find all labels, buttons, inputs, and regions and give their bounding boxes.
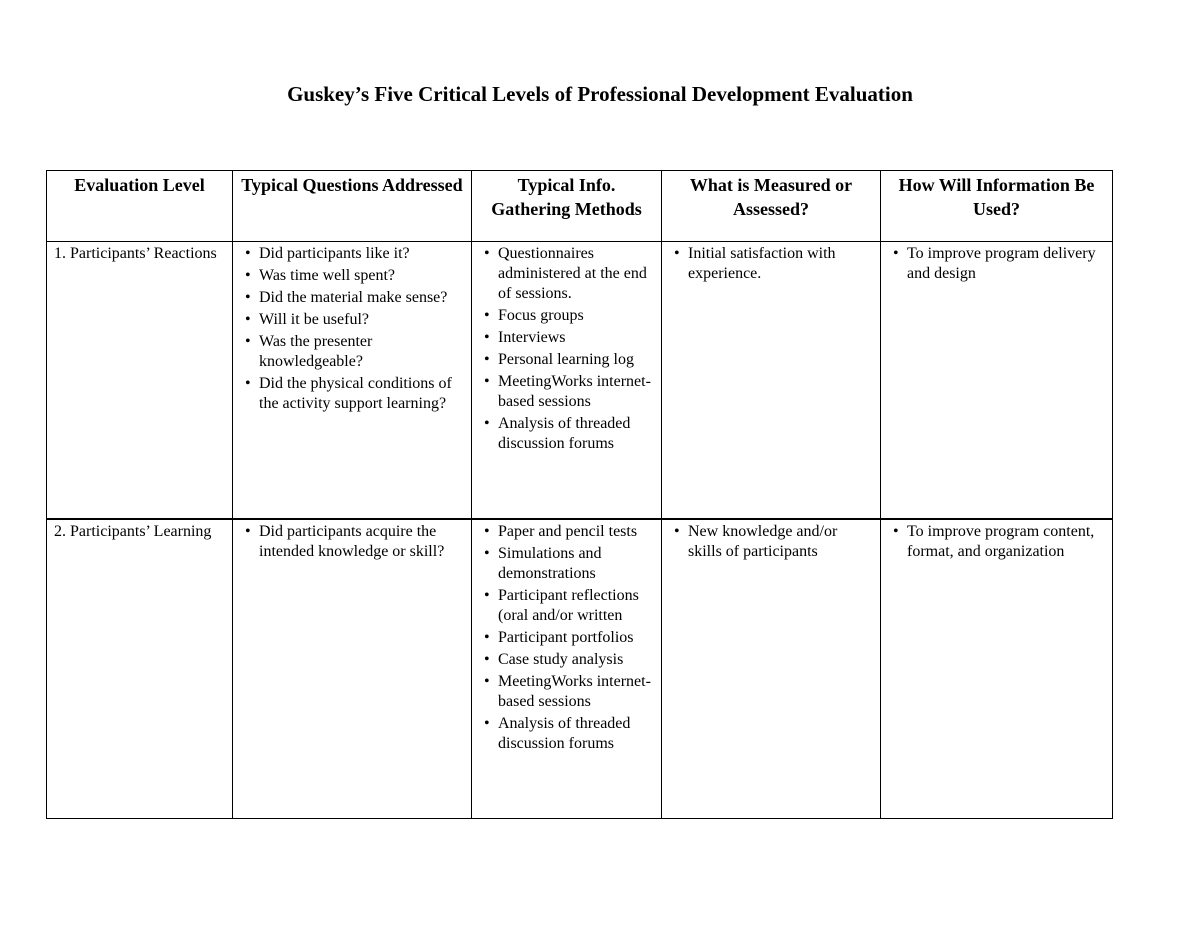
usage-list (888, 522, 1105, 562)
questions-cell (233, 242, 472, 520)
methods-list (479, 244, 654, 454)
list-item: • Paper and pencil tests (479, 522, 654, 542)
header-what-is-measured: What is Measured or Assessed? (662, 171, 881, 242)
list-item: • Personal learning log (479, 350, 654, 370)
measured-cell (662, 242, 881, 520)
questions-list (240, 522, 464, 562)
usage-cell (881, 519, 1113, 819)
table-row (47, 242, 1113, 520)
list-item: • Initial satisfaction with experience. (669, 244, 873, 284)
header-typical-questions: Typical Questions Addressed (233, 171, 472, 242)
level-cell: 2. Participants’ Learning (47, 519, 233, 819)
list-item: • Was time well spent? (240, 266, 464, 286)
list-item: • MeetingWorks internet-based sessions (479, 672, 654, 712)
questions-cell (233, 519, 472, 819)
list-item: • Was the presenter knowledgeable? (240, 332, 464, 372)
measured-list (669, 244, 873, 284)
list-item: • To improve program content, format, and organization (888, 522, 1105, 562)
list-item: • Did participants acquire the intended knowledge or skill? (240, 522, 464, 562)
list-item: • To improve program delivery and design (888, 244, 1105, 284)
list-item: • Did the material make sense? (240, 288, 464, 308)
header-gathering-methods: Typical Info. Gathering Methods (472, 171, 662, 242)
header-information-use: How Will Information Be Used? (881, 171, 1113, 242)
table-header-row (47, 171, 1113, 242)
header-evaluation-level: Evaluation Level (47, 171, 233, 242)
list-item: • Interviews (479, 328, 654, 348)
list-item: • MeetingWorks internet-based sessions (479, 372, 654, 412)
list-item: • Analysis of threaded discussion forums (479, 414, 654, 454)
methods-cell (472, 519, 662, 819)
list-item: • Did participants like it? (240, 244, 464, 264)
questions-list (240, 244, 464, 414)
list-item: • Simulations and demonstrations (479, 544, 654, 584)
usage-cell (881, 242, 1113, 520)
list-item: • Participant reflections (oral and/or written (479, 586, 654, 626)
list-item: • Focus groups (479, 306, 654, 326)
methods-list (479, 522, 654, 754)
list-item: • Questionnaires administered at the end of sessions. (479, 244, 654, 304)
list-item: • Did the physical conditions of the activity support learning? (240, 374, 464, 414)
list-item: • Participant portfolios (479, 628, 654, 648)
list-item: • Will it be useful? (240, 310, 464, 330)
level-cell: 1. Participants’ Reactions (47, 242, 233, 520)
list-item: • Case study analysis (479, 650, 654, 670)
measured-cell (662, 519, 881, 819)
methods-cell (472, 242, 662, 520)
usage-list (888, 244, 1105, 284)
table-row (47, 519, 1113, 819)
page-title: Guskey’s Five Critical Levels of Professional Development Evaluation (287, 82, 913, 106)
list-item: • Analysis of threaded discussion forums (479, 714, 654, 754)
measured-list (669, 522, 873, 562)
evaluation-table (46, 170, 1113, 819)
list-item: • New knowledge and/or skills of participants (669, 522, 873, 562)
